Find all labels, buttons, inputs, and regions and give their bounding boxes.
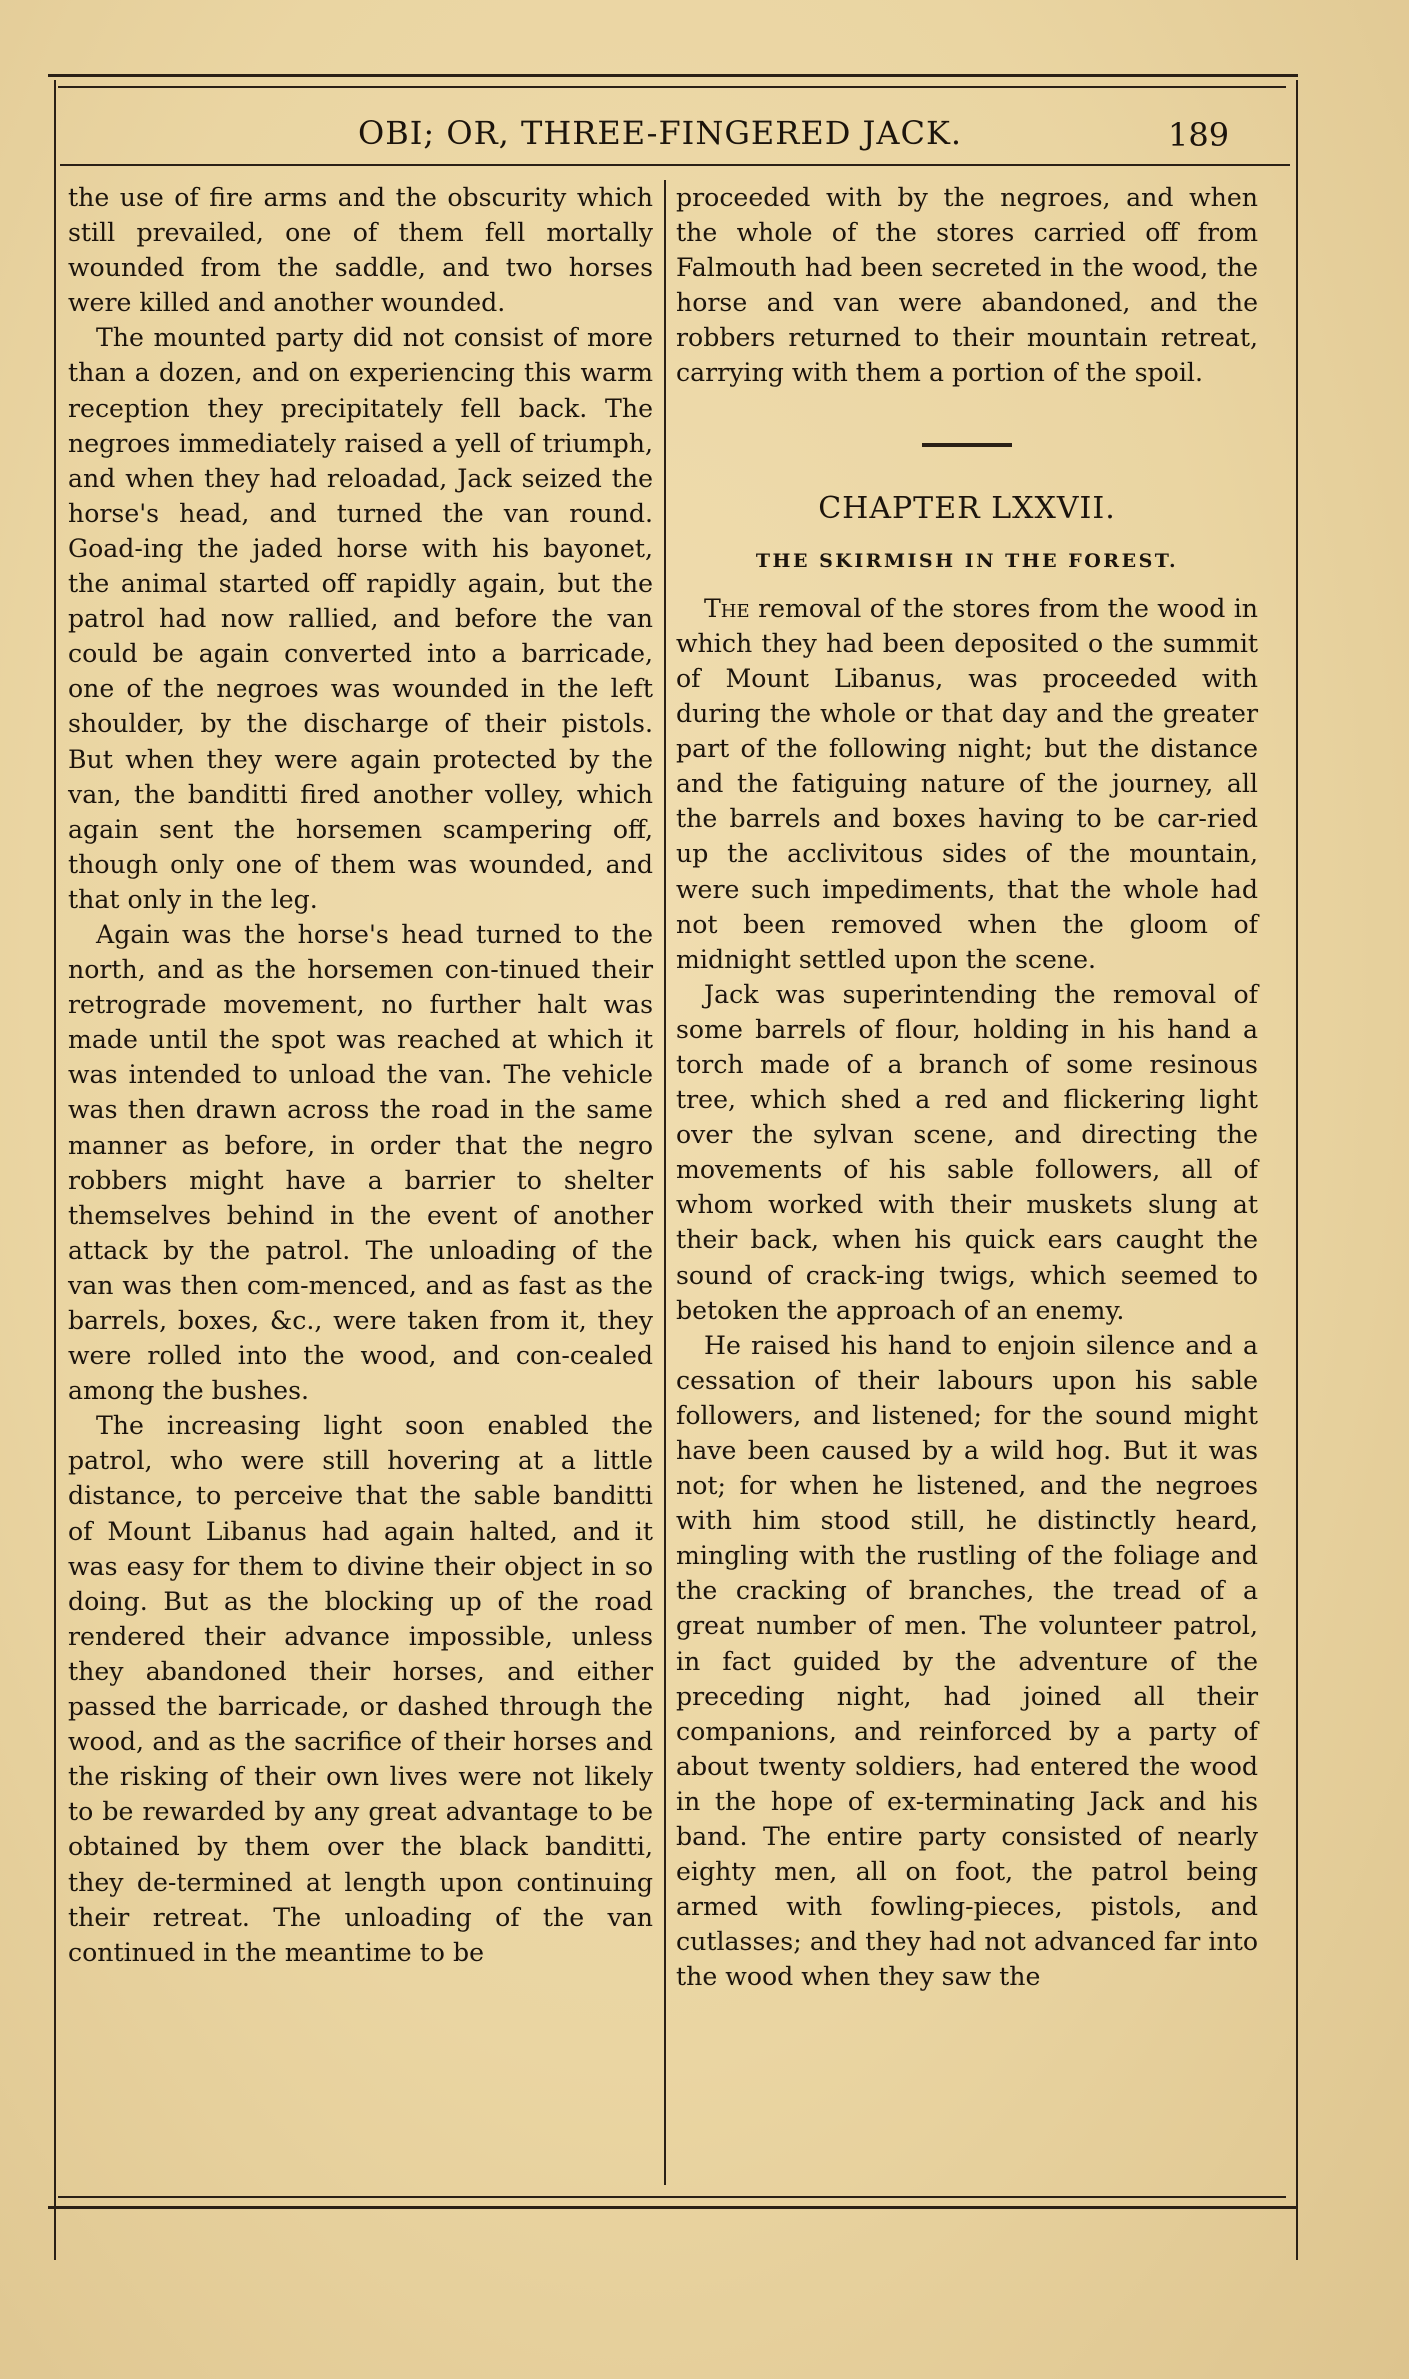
top-rule-outer [48,74,1298,77]
left-paragraph-1: the use of fire arms and the obscurity which still prevailed, one of them fell mortally wounded from the saddle, and two horses were killed and another wounded. [68,183,653,318]
bottom-rule-inner [58,2196,1286,2198]
right-paragraph-1-text: removal of the stores from the wood in which they had been deposited o the summit of Mount Libanus, was proceeded with during the whole or that day and the greater part of the following night; but the distance and the fatiguing nature of the journey, all the barrels and boxes having to be car-ried up the acclivitous sides of the mountain, were such impediments, that the whole had not been removed when the gloom of midnight settled upon the scene. [676,593,1259,974]
page-number: 189 [1168,116,1230,154]
running-title: OBI; OR, THREE-FINGERED JACK. [357,114,963,152]
right-column [676,180,1258,1995]
right-paragraph-continued: proceeded with by the negroes, and when the whole of the stores carried off from Falmouth had been secreted in the wood, the horse and van were abandoned, and the robbers returned to their mountain retreat, carrying with them a portion of the spoil. [676,183,1258,388]
left-paragraph-2: The mounted party did not consist of more than a dozen, and on experiencing this warm reception they precipitately fell back. The negroes immediately raised a yell of triumph, and when they had reloadad, Jack seized the horse's head, and turned the van round. Goad-ing the jaded horse with his bayonet, the animal started off rapidly again, but the patrol had now rallied, and before the van could be again converted into a barricade, one of the negroes was wounded in the left shoulder, by the discharge of their pistols. But when they were again protected by the van, the banditti fired another volley, which again sent the horsemen scampering off, though only one of them was wounded, and that only in the leg. [68,323,653,914]
left-paragraph-3: Again was the horse's head turned to the north, and as the horsemen con-tinued their retrograde movement, no further halt was made until the spot was reached at which it was intended to unload the van. The vehicle was then drawn across the road in the same manner as before, in order that the negro robbers might have a barrier to shelter themselves behind in the event of another attack by the patrol. The unloading of the van was then com-menced, and as fast as the barrels, boxes, &c., were taken from it, they were rolled into the wood, and con-cealed among the bushes. [68,919,653,1406]
top-rule-inner [58,86,1286,88]
right-paragraph-2: Jack was superintending the removal of some barrels of flour, holding in his hand a torch made of a branch of some resinous tree, which shed a red and flickering light over the sylvan scene, and directing the movements of his sable followers, all of whom worked with their muskets slung at their back, when his quick ears caught the sound of crack-ing twigs, which seemed to betoken the approach of an enemy. [676,979,1258,1325]
right-paragraph-1 [676,591,1258,977]
frame-right-rule [1296,80,1298,2260]
right-paragraph-3: He raised his hand to enjoin silence and a cessation of their labours upon his sable followers, and listened; for the sound might have been caused by a wild hog. But it was not; for when he listened, and the negroes with him stood still, he distinctly heard, mingling with the rustling of the foliage and the cracking of branches, the tread of a great number of men. The volunteer patrol, in fact guided by the adventure of the preceding night, had joined all their companions, and reinforced by a party of about twenty soldiers, had entered the wood in the hope of ex-terminating Jack and his band. The entire party consisted of nearly eighty men, all on foot, the patrol being armed with fowling-pieces, pistols, and cutlasses; and they had not advanced far into the wood when they saw the [676,1330,1258,1992]
left-column [68,180,653,1970]
column-divider [664,180,666,2185]
left-paragraph-4: The increasing light soon enabled the patrol, who were still hovering at a little distance, to perceive that the sable banditti of Mount Libanus had again halted, and it was easy for them to divine their object in so doing. But as the blocking up of the road rendered their advance impossible, unless they abandoned their horses, and either passed the barricade, or dashed through the wood, and as the sacrifice of their horses and the risking of their own lives were not likely to be rewarded by any great advantage to be obtained by them over the black banditti, they de-termined at length upon continuing their retreat. The unloading of the van continued in the meantime to be [68,1411,653,1967]
frame-left-rule [54,80,56,2260]
chapter-subtitle: THE SKIRMISH IN THE FOREST. [755,549,1179,572]
section-divider [922,443,1012,447]
chapter-title: CHAPTER LXXVII. [818,490,1116,526]
chapter-first-word: The [704,593,750,623]
bottom-rule-outer [48,2206,1298,2209]
header-rule [60,164,1290,166]
